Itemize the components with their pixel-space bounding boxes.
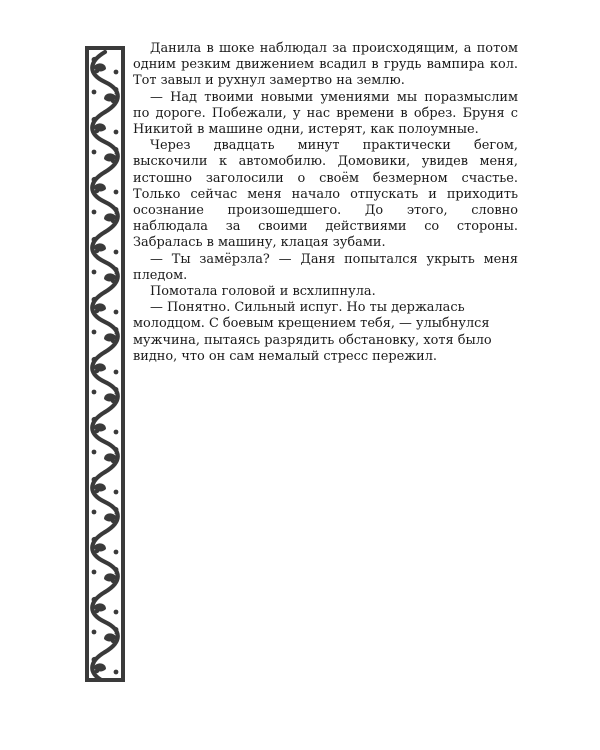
paragraph: — Над твоими новыми умениями мы поразмыслим по дороге. Побежали, у нас времени в обрез. Бруня с Никитой в машине одни, истерят, как полоумные. [133,89,518,138]
paragraph: — Ты замёрзла? — Даня попытался укрыть меня пледом. [133,251,518,283]
paragraph: — Понятно. Сильный испуг. Но ты держалась молодцом. С боевым крещением тебя, — улыбнулся мужчина, пытаясь разрядить обстановку, хотя было видно, что он сам немалый стресс пережил. [133,300,492,364]
vine-border-ornament-icon [84,46,126,682]
paragraph: Через двадцать минут практически бегом, выскочили к автомобилю. Домовики, увидев меня, истошно заголосили о своём безмерном счастье. Только сейчас меня начало отпускать и приходить осознание произошедшего. До этого, словно наблюдала за своими действиями со стороны. Забралась в машину, клацая зубами. [133,138,518,251]
paragraph: Помотала головой и всхлипнула. [150,284,376,300]
body-text [133,41,518,365]
paragraph: Данила в шоке наблюдал за происходящим, а потом одним резким движением всадил в грудь вампира кол. Тот завыл и рухнул замертво на землю. [133,41,518,89]
